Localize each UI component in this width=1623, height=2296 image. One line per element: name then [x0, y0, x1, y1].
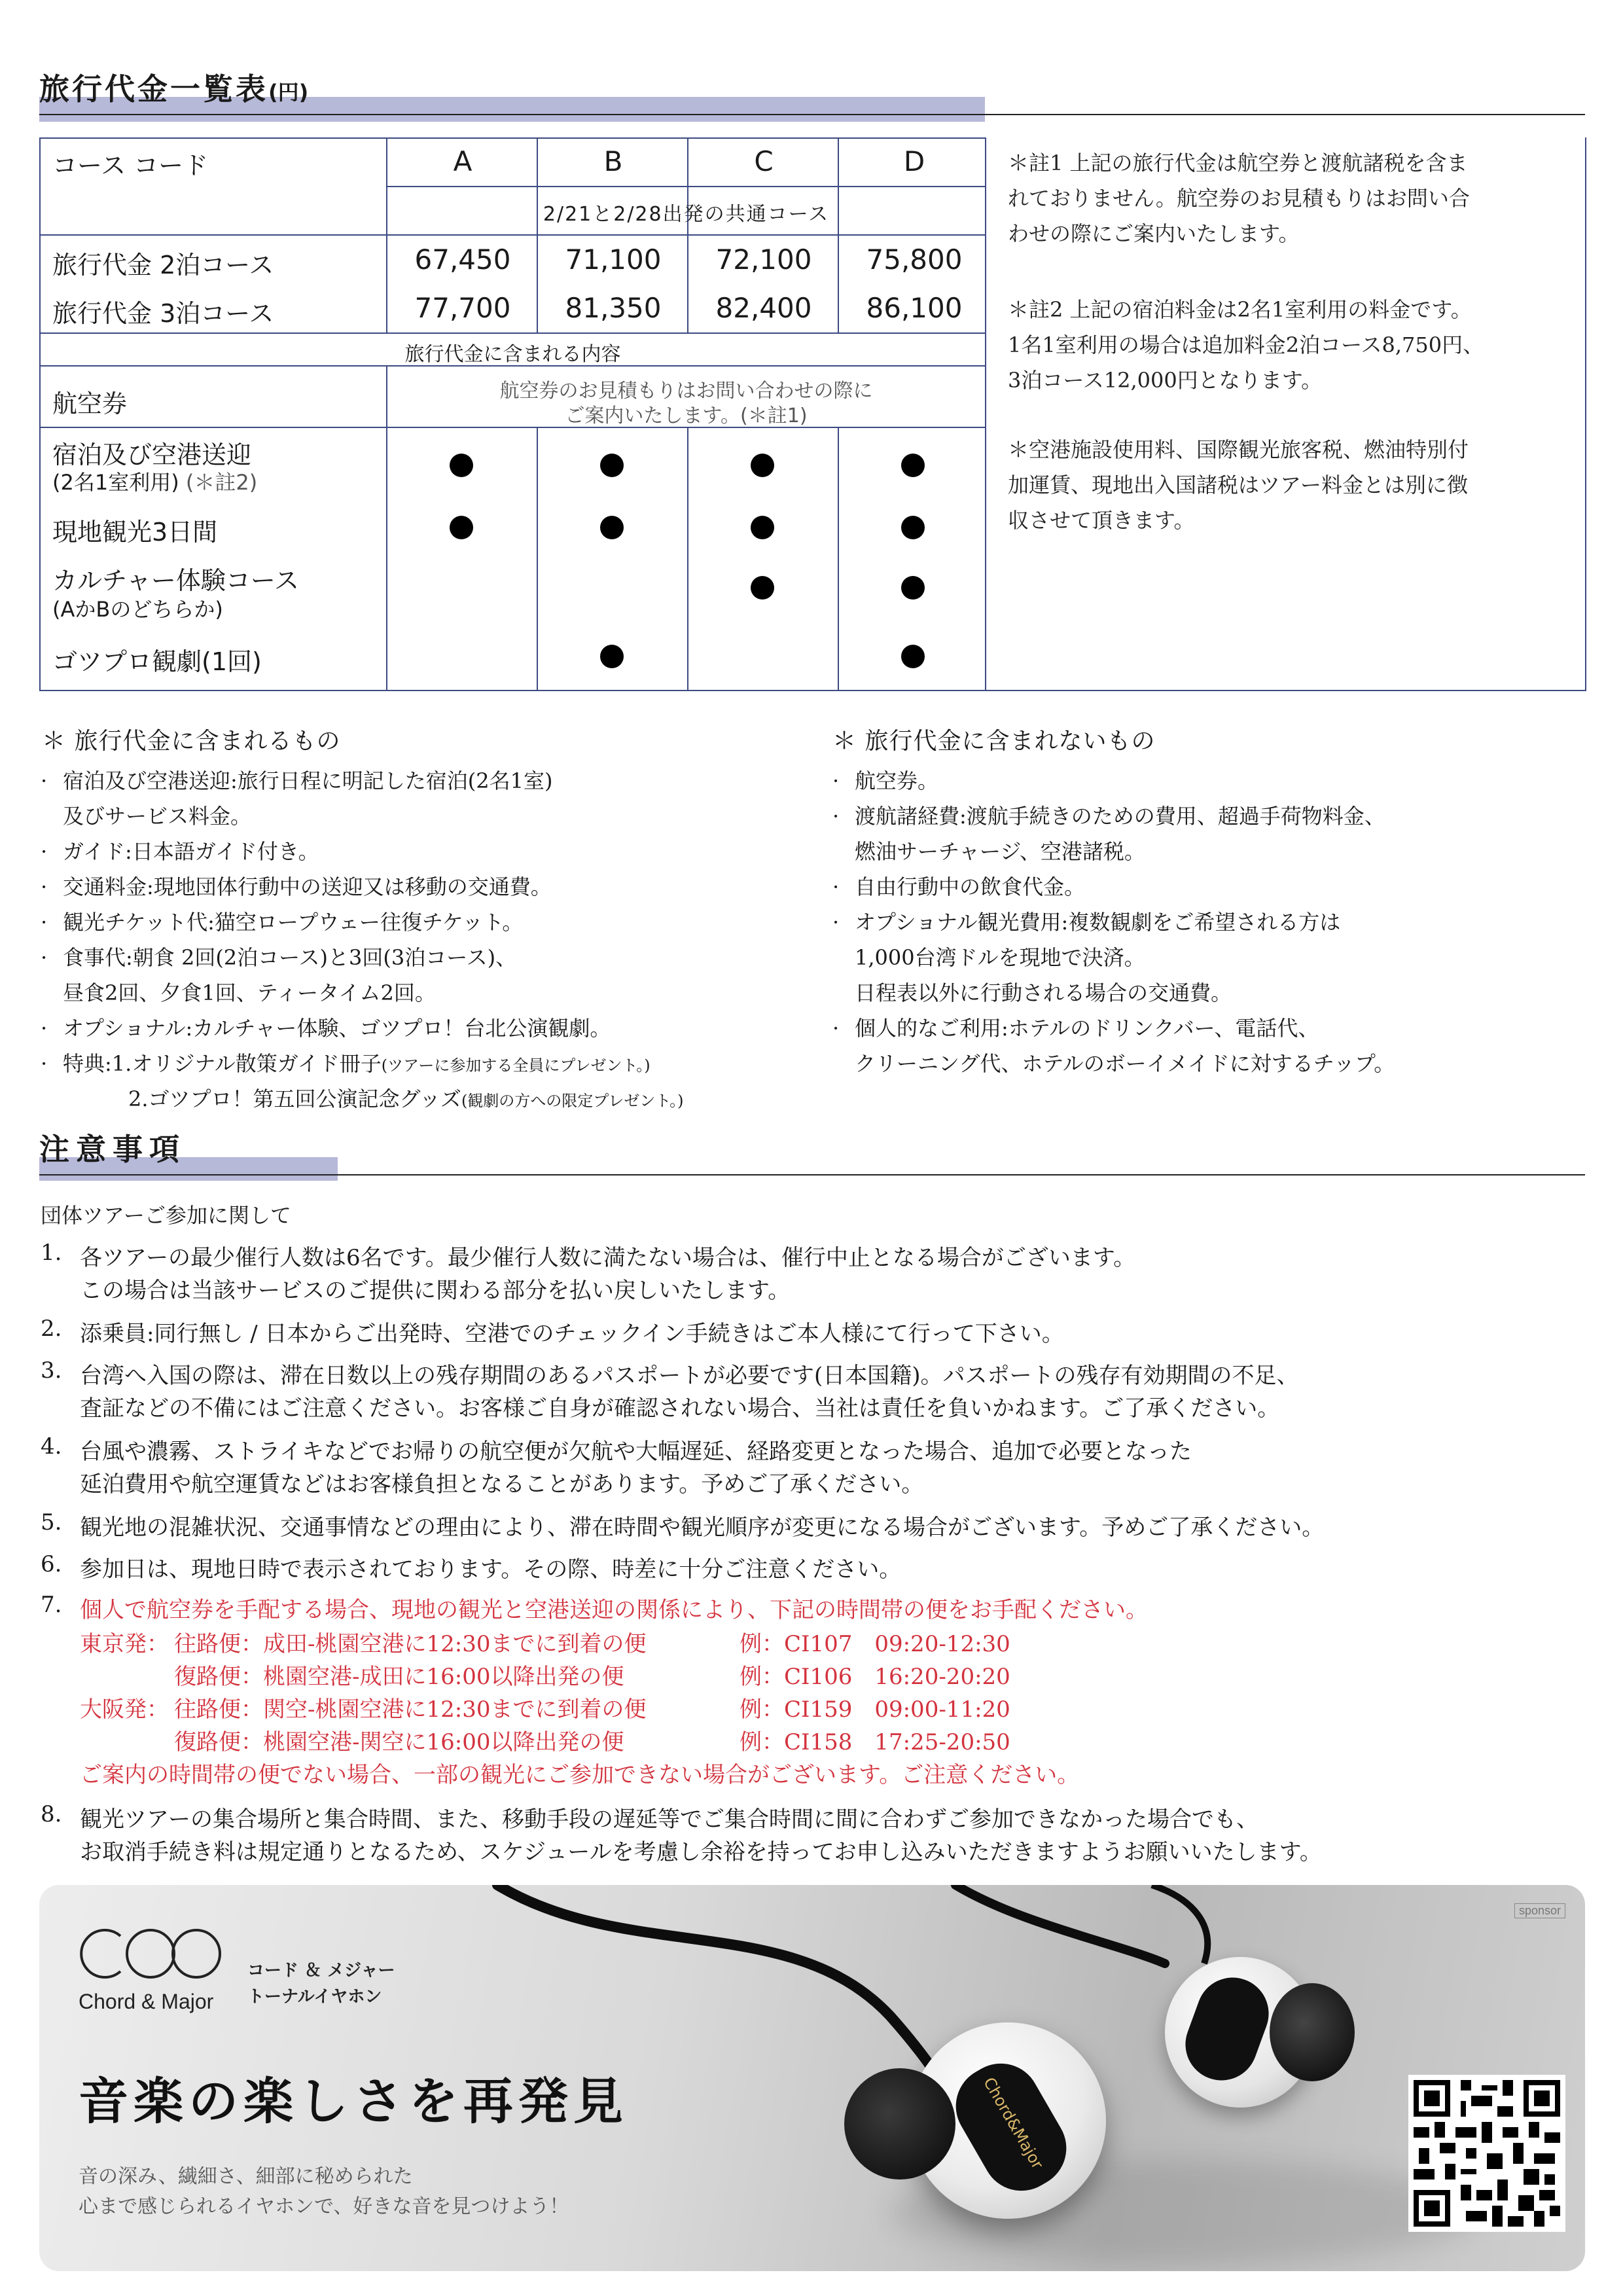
earbud-back-tip	[1270, 1983, 1355, 2081]
side-note-1	[1008, 145, 1470, 251]
feature-label: カルチャー体験コース	[52, 566, 299, 595]
included-dot	[600, 454, 624, 477]
included-dot	[751, 454, 774, 477]
list-item	[63, 975, 436, 1011]
list-item-text: ガイド:日本語ガイド付き。	[63, 839, 319, 864]
notice-num: 2.	[41, 1316, 62, 1342]
chord-major-logo-icon	[79, 1924, 223, 1983]
side-note-2	[1008, 292, 1484, 398]
feature-label: 現地観光3日間	[52, 518, 218, 547]
brand-name: Chord & Major	[79, 1990, 214, 2013]
list-item-text: クリーニング代、ホテルのボーイメイドに対するチップ。	[855, 1051, 1395, 1076]
note-line: れておりません。航空券のお見積もりはお問い合	[1008, 186, 1470, 211]
ad-subtext-2: 心まで感じられるイヤホンで、好きな音を見つけよう！	[79, 2195, 569, 2218]
price-value: 86,100	[866, 292, 963, 324]
list-item-text: 日程表以外に行動される場合の交通費。	[855, 980, 1232, 1005]
list-item: · オプショナル観光費用:複数観劇をご希望される方は	[832, 910, 1341, 935]
price-row-label: 旅行代金 2泊コース	[52, 251, 274, 279]
notice-flight-lead: 個人で航空券を手配する場合、現地の観光と空港送迎の関係により、下記の時間帯の便をお手配ください。	[80, 1597, 1148, 1623]
col-sep	[838, 428, 839, 690]
list-item	[128, 1081, 684, 1119]
table-left-border	[39, 137, 41, 691]
list-item-text: 昼食2回、夕食1回、ティータイム2回。	[63, 980, 436, 1005]
notice-line: 参加日は、現地日時で表示されております。その際、時差に十分ご注意ください。	[80, 1556, 902, 1583]
notes-right-border	[1585, 137, 1586, 691]
list-item	[63, 798, 251, 834]
column-header-c: C	[754, 145, 774, 177]
side-note-3	[1008, 432, 1469, 538]
table-bottom-border	[39, 690, 1586, 691]
list-item-text: 食事代:朝食 2回(2泊コース)と3回(3泊コース)、	[63, 945, 517, 970]
included-dot	[901, 645, 925, 668]
row-line	[386, 186, 985, 187]
list-item-text: 自由行動中の飲食代金。	[855, 874, 1086, 899]
flight-example: 例：CI106 16:20-20:20	[740, 1664, 1010, 1690]
notice-num: 6.	[41, 1551, 62, 1577]
title-rule	[39, 114, 1585, 115]
notice-line: 添乗員:同行無し / 日本からご出発時、空港でのチェックイン手続きはご本人様にて行って下さい。	[80, 1321, 1064, 1347]
included-dot	[450, 454, 473, 477]
course-code-label: コース コード	[52, 151, 209, 180]
notice-num: 1.	[41, 1240, 62, 1266]
price-title-text: 旅行代金一覧表	[39, 71, 268, 107]
list-item: · 個人的なご利用:ホテルのドリンクバー、電話代、	[832, 1016, 1319, 1041]
included-content-header: 旅行代金に含まれる内容	[404, 343, 621, 366]
feature-label: 宿泊及び空港送迎	[52, 440, 252, 469]
notice-title: 注意事項	[39, 1132, 186, 1167]
feature-sublabel	[52, 466, 257, 496]
notice-num: 3.	[41, 1357, 62, 1384]
earbud-front-label: Chord&Major	[980, 2074, 1047, 2172]
product-line1: コード ＆ メジャー	[247, 1961, 395, 1981]
included-dot	[450, 516, 473, 539]
ad-subtext-1: 音の深み、繊細さ、細部に秘められた	[79, 2165, 413, 2188]
list-item-text: 宿泊及び空港送迎:旅行日程に明記した宿泊(2名1室)	[63, 768, 553, 793]
list-item-text: オプショナル:カルチャー体験、ゴツプロ！台北公演観劇。	[63, 1016, 611, 1041]
row-line	[39, 234, 985, 236]
flight-example: 例：CI159 09:00-11:20	[740, 1696, 1010, 1723]
included-dot	[600, 645, 624, 668]
price-section-title	[39, 65, 308, 109]
included-dot	[901, 516, 925, 539]
list-item: · 渡航諸経費:渡航手続きのための費用、超過手荷物料金、	[832, 804, 1385, 829]
notice-line: 観光地の混雑状況、交通事情などの理由により、滞在時間や観光順序が変更になる場合がございます。予めご了承ください。	[80, 1515, 1325, 1541]
feature-note: (＊註2)	[185, 470, 258, 495]
col-sep	[386, 428, 387, 690]
feature-sub: (2名1室利用)	[52, 470, 179, 495]
included-dot	[901, 576, 925, 600]
notice-line: お取消手続き料は規定通りとなるため、スケジュールを考慮し余裕を持ってお申し込みいただきますようお願いいたします。	[80, 1839, 1322, 1865]
table-top-border	[39, 137, 985, 139]
included-dot	[600, 516, 624, 539]
sponsor-ad[interactable]	[39, 1885, 1585, 2271]
list-item-text: オプショナル観光費用:複数観劇をご希望される方は	[855, 910, 1341, 935]
product-line2: トーナルイヤホン	[247, 1987, 382, 2007]
flight-route: 往路便：成田-桃園空港に12:30までに到着の便	[174, 1631, 647, 1657]
ad-headline: 音楽の楽しさを再発見	[79, 2072, 628, 2130]
notice-num: 8.	[41, 1801, 62, 1827]
qr-code-icon	[1414, 2080, 1560, 2227]
flight-note-line2: ご案内いたします。(＊註1)	[565, 404, 808, 427]
note-line: ＊空港施設使用料、国際観光旅客税、燃油特別付	[1008, 437, 1469, 462]
feature-label: ゴツプロ観劇(1回)	[52, 647, 262, 676]
included-dot	[751, 516, 774, 539]
list-item: · ガイド:日本語ガイド付き。	[41, 839, 319, 864]
col-sep	[985, 137, 986, 691]
note-line: わせの際にご案内いたします。	[1008, 221, 1300, 246]
notice-line: 台湾へ入国の際は、滞在日数以上の残存期間のあるパスポートが必要です(日本国籍)。パスポートの残存有効期間の不足、	[80, 1363, 1299, 1389]
list-item-text: 渡航諸経費:渡航手続きのための費用、超過手荷物料金、	[855, 804, 1385, 829]
price-value: 72,100	[715, 243, 812, 276]
price-value: 67,450	[414, 243, 511, 276]
notice-num: 7.	[41, 1592, 62, 1618]
list-item-text: 特典:1.オリジナル散策ガイド冊子	[63, 1051, 382, 1076]
note-line: ＊註1 上記の旅行代金は航空券と渡航諸税を含ま	[1008, 151, 1468, 175]
included-dot	[751, 576, 774, 600]
notice-line: 各ツアーの最少催行人数は6名です。最少催行人数に満たない場合は、催行中止となる場合がございます。	[80, 1245, 1136, 1271]
col-sep	[537, 428, 538, 690]
list-item-text: 個人的なご利用:ホテルのドリンクバー、電話代、	[855, 1016, 1319, 1041]
price-value: 81,350	[565, 292, 662, 324]
list-item: · 宿泊及び空港送迎:旅行日程に明記した宿泊(2名1室)	[41, 768, 553, 793]
column-header-b: B	[603, 145, 623, 177]
included-dot	[901, 454, 925, 477]
list-item-text: 航空券。	[855, 768, 939, 793]
note-line: 3泊コース12,000円となります。	[1008, 368, 1323, 393]
notice-num: 4.	[41, 1433, 62, 1460]
flight-origin: 東京発：	[80, 1631, 169, 1657]
col-sep	[687, 428, 688, 690]
flight-origin: 大阪発：	[80, 1696, 169, 1723]
list-item	[855, 1046, 1395, 1081]
list-item	[855, 834, 1145, 869]
flight-label: 航空券	[52, 389, 128, 418]
flight-route: 復路便：桃園空港-成田に16:00以降出発の便	[174, 1664, 624, 1690]
price-value: 75,800	[866, 243, 963, 276]
list-item-text: 2.ゴツプロ！第五回公演記念グッズ	[128, 1086, 461, 1111]
price-value: 77,700	[414, 292, 511, 324]
list-item: · 特典:1.オリジナル散策ガイド冊子(ツアーに参加する全員にプレゼント。)	[41, 1051, 651, 1076]
excluded-list-title: ＊ 旅行代金に含まれないもの	[832, 728, 1156, 755]
included-list-title: ＊ 旅行代金に含まれるもの	[42, 728, 341, 755]
list-item-small: (観劇の方への限定プレゼント。)	[461, 1092, 684, 1110]
notice-title-rule	[39, 1174, 1585, 1175]
feature-sublabel: (AかBのどちらか)	[52, 597, 223, 622]
list-item: · 自由行動中の飲食代金。	[832, 874, 1086, 899]
price-value: 71,100	[565, 243, 662, 276]
list-item: · 交通料金:現地団体行動中の送迎又は移動の交通費。	[41, 874, 552, 899]
earbud-front-tip	[844, 2068, 955, 2179]
column-header-a: A	[453, 145, 473, 177]
list-item-text: 交通料金:現地団体行動中の送迎又は移動の交通費。	[63, 874, 552, 899]
list-item-text: 1,000台湾ドルを現地で決済。	[855, 945, 1145, 970]
common-course-note: 2/21と2/28出発の共通コース	[543, 203, 830, 226]
notice-flight-footer: ご案内の時間帯の便でない場合、一部の観光にご参加できない場合がございます。ご注意ください。	[80, 1762, 1080, 1788]
list-item-text: 観光チケット代:猫空ロープウェー往復チケット。	[63, 910, 524, 935]
note-line: ＊註2 上記の宿泊料金は2名1室利用の料金です。	[1008, 297, 1472, 322]
flight-route: 往路便：関空-桃園空港に12:30までに到着の便	[174, 1696, 647, 1723]
sponsor-tag: sponsor	[1514, 1903, 1565, 1918]
notice-num: 5.	[41, 1509, 62, 1535]
column-header-d: D	[903, 145, 925, 177]
note-line: 収させて頂きます。	[1008, 508, 1195, 533]
flight-example: 例：CI158 17:25-20:50	[740, 1729, 1010, 1755]
notice-line: この場合は当該サービスのご提供に関わる部分を払い戻しいたします。	[80, 1278, 791, 1304]
notice-line: 査証などの不備にはご注意ください。お客様ご自身が確認されない場合、当社は責任を負いかねます。ご了承ください。	[80, 1395, 1280, 1422]
list-item: · オプショナル:カルチャー体験、ゴツプロ！台北公演観劇。	[41, 1016, 611, 1041]
list-item: · 食事代:朝食 2回(2泊コース)と3回(3泊コース)、	[41, 945, 517, 970]
list-item	[855, 940, 1145, 975]
list-item	[855, 975, 1232, 1011]
flight-note-line1: 航空券のお見積もりはお問い合わせの際に	[499, 380, 873, 403]
notice-line: 観光ツアーの集合場所と集合時間、また、移動手段の遅延等でご集合時間に間に合わずご参加できなかった場合でも、	[80, 1806, 1258, 1833]
notice-line: 延泊費用や航空運賃などはお客様負担となることがあります。予めご了承ください。	[80, 1471, 924, 1498]
list-item-text: 及びサービス料金。	[63, 804, 252, 829]
price-value: 82,400	[715, 292, 812, 324]
flight-example: 例：CI107 09:20-12:30	[740, 1631, 1010, 1657]
note-line: 1名1室利用の場合は追加料金2泊コース8,750円、	[1008, 332, 1484, 357]
price-row-label: 旅行代金 3泊コース	[52, 299, 274, 328]
price-title-unit: (円)	[268, 80, 309, 105]
notice-intro: 団体ツアーご参加に関して	[41, 1203, 292, 1228]
note-line: 加運賃、現地出入国諸税はツアー料金とは別に徴	[1008, 473, 1469, 497]
list-item-text: 燃油サーチャージ、空港諸税。	[855, 839, 1145, 864]
row-line	[39, 332, 985, 334]
flight-route: 復路便：桃園空港-関空に16:00以降出発の便	[174, 1729, 624, 1755]
notice-line: 台風や濃霧、ストライキなどでお帰りの航空便が欠航や大幅遅延、経路変更となった場合、追加で必要となった	[80, 1439, 1192, 1465]
list-item: · 航空券。	[832, 768, 939, 793]
list-item-small: (ツアーに参加する全員にプレゼント。)	[381, 1056, 651, 1075]
list-item: · 観光チケット代:猫空ロープウェー往復チケット。	[41, 910, 524, 935]
qr-code[interactable]	[1408, 2075, 1565, 2232]
